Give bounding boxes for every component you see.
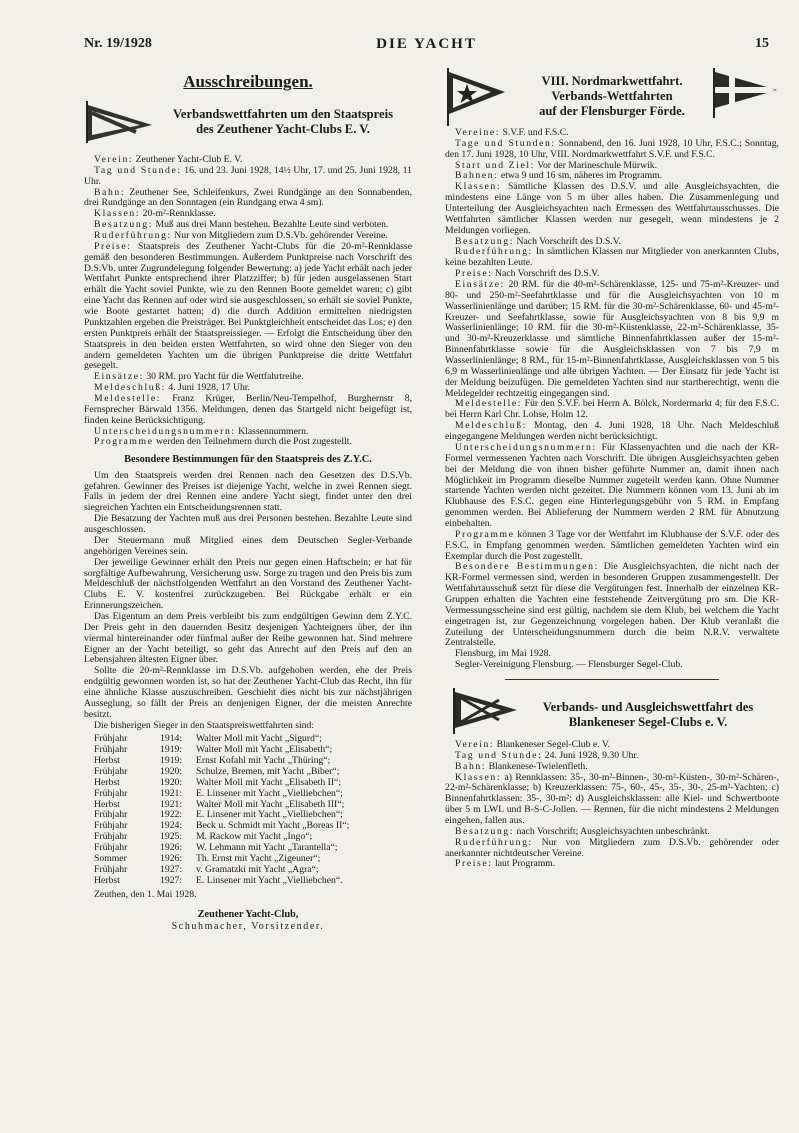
paragraph-label: Tag und Stunde: [455,749,543,761]
blankenese-title-line1: Verbands- und Ausgleichswettfahrt des [542,699,754,714]
winner-row [84,876,412,887]
paragraph-text: Zeuthener Yacht-Club E. V. [133,154,243,166]
paragraph-label: Tage und Stunden: [455,137,556,149]
paragraph-text: Nur von Mitgliedern zum D.S.Vb. gehörender Vereine. [171,230,388,242]
winner-year: 1919: [160,744,183,756]
page-number: 15 [755,36,769,51]
winner-year: 1925: [160,831,183,843]
winner-season: Herbst [94,755,120,767]
special-rule-paragraph: Sollte die 20-m²-Rennklasse im D.S.Vb. aufgehoben werden, ehe der Preis endgültig gewonnen worden ist, so hat der Zeuthener Yacht-Club das Recht, ihn für eine ähnliche Klasse auszuschreiben. Geschieht dies nicht bis zur nächstjährigen Ausseglung, so fällt der Preis an denjenigen Eigner, der die meisten Anrechte besitzt. [84,665,412,720]
paragraph [445,562,779,649]
winner-season: Herbst [94,776,120,788]
paragraph-label: Bahnen: [455,170,499,182]
winner-name: Schulze, Bremen, mit Yacht „Biber“; [196,765,340,777]
paragraph-text: laut Programm. [492,858,556,870]
paragraph [445,859,779,870]
right-column [445,62,779,870]
section-heading: Ausschreibungen. [183,72,313,91]
paragraph-label: Ruderführung: [455,246,533,258]
blankenese-title-line2: Blankeneser Segel-Clubs e. V. [568,715,728,730]
flensburg-signature: Segler-Vereinigung Flensburg. — Flensburger Segel-Club. [455,659,683,671]
paragraph-text: a) Rennklassen: 35-, 30-m²-Binnen-, 30-m²-Küsten-, 30-m²-Schären-, 22-m²-Schärenklasse; b) Kreuzerklassen: 75-, 60-, 45-, 35-, 30-, 25-m²-Yachten; c) Binnenfahrtklassen: 35-, 30-m²; d) Ausgleichsklassen: alle Kiel- und Schwertboote über 5 m LWL und B-S-C-Jollen. — Rennen, für die nicht mindestens 2 Meldungen eingehen, fallen aus. [445,771,779,826]
club-pennant-icon [84,99,156,143]
paragraph-text: etwa 9 und 16 sm, näheres im Programm. [498,170,663,182]
paragraph-text: Flensburg, im Mai 1928. [455,648,551,660]
paragraph-text: Muß aus drei Mann bestehen. Bezahlte Leute sind verboten. [153,219,389,231]
winner-name: v. Gramatzki mit Yacht „Agra“; [196,863,319,875]
paragraph-label: Bahn: [455,760,487,772]
paragraph-label: Besondere Bestimmungen: [455,561,599,573]
paragraph-label: Besatzung: [455,235,515,247]
winner-year: 1927: [160,863,183,875]
paragraph-text: 16. und 23. Juni 1928, 14½ Uhr, 17. und 25. Juni 1928, 11 Uhr. [84,164,412,187]
winner-year: 1926: [160,852,183,864]
paragraph-label: Meldeschluß: [455,420,527,432]
paragraph-label: Unterscheidungsnummern: [94,425,236,437]
paragraph [84,394,412,427]
announcement-title-line2: des Zeuthener Yacht-Clubs E. V. [196,122,370,137]
paragraph-text: 24. Juni 1928, 9.30 Uhr. [542,749,639,761]
paragraph-text: Die Ausgleichsyachten, die nicht nach der KR-Formel vermessen sind, werden in besonderen Gruppen zusammengestellt. Der Wettfahrtausschuß setzt für diese die Vergütungen fest. Innerhalb der einzelnen KR-Gruppen erhalten die Yachten eine feststehende Zeitvergütung pro sm. Die KR-Vermessungsscheine sind erst gültig, nachdem sie dem Klub, bei welchem die Yacht eingetragen ist, zur Gegenzeichnung vorgelegen haben. Der Klub veranlaßt die Zuteilung der Unterscheidungsnummern durch die beim N.R.V. verwaltete Zentralstelle. [445,561,779,649]
paragraph-text: können 3 Tage vor der Wettfahrt im Klubhause der S.V.F. oder des F.S.C. in Empfang genommen werden. Sämtlichen gemeldeten Yachten wird ein Exemplar durch die Post zugestellt. [445,528,779,562]
winner-season: Herbst [94,874,120,886]
paragraph-text: nach Vorschrift; Ausgleichsyachten unbeschränkt. [514,825,710,837]
winner-row [84,789,412,800]
flensburg-announcement-header [445,62,779,124]
paragraph-text: Staatspreis des Zeuthener Yacht-Clubs für die 20-m²-Rennklasse gemäß den besonderen Bestimmungen. Außerdem Punktpreise nach Vorschrift des D.S.Vb. unter Zugrundelegung folgender Bewertung: a) jede Yacht erhält nach jeder Wettfahrt Punkte entsprechend ihrer Platzziffer; b) für jeden ausgelassenen Start erhält die Yacht soviel Punkte, wie zu den Rennen Boote gemeldet waren; c) gibt eine Yacht das Rennen auf oder wird sie ausgeschlossen, so erhält sie soviel Punkte, wie Boote gestartet hatten; d) die durch Addition ermittelten niedrigsten Punktzahlen ergeben die Preisträger. Bei Punktgleichheit entscheidet das Los; e) den ersten Punktpreis erhält der Staatspreissieger. — Erfolgt die Entscheidung über den Staatspreis in den beiden ersten Wettfahrten, so wird ohne den Sieger von den andern gemeldeten Yachten um die übrigen Punktpreise die dritte Wettfahrt gesegelt. [84,240,412,372]
paragraph-label: Besatzung: [94,219,154,231]
paragraph-text: In sämtlichen Klassen nur Mitglieder von anerkannten Clubs, keine bezahlten Leute. [445,246,779,269]
paragraph-label: Preise: [94,240,132,252]
paragraph-label: Start und Ziel: [455,159,535,171]
winner-season: Herbst [94,798,120,810]
winner-year: 1924: [160,820,183,832]
paragraph-text: Zeuthener See, Schleifenkurs, Zwei Rundgänge an den Sonnabenden, drei Rundgänge an den Sonntagen (ein Rundgang etwa 4 sm). [84,186,412,209]
paragraph-text: Nach Vorschrift des D.S.V. [492,268,600,280]
winner-name: Walter Moll mit Yacht „Elisabeth II“; [196,776,342,788]
paragraph-text: Sämtliche Klassen des D.S.V. und alle Ausgleichsyachten, die mindestens eine Länge von 5 m über alles haben. Die Zusammenlegung und Unterteilung der Ausgleichsyachten nach Ermessen des Wettfahrtausschusses. Die Wettfahrten sämtlicher Klassen werden nur gesegelt, wenn mindestens je 2 Meldungen vorliegen. [445,181,779,236]
paragraph-text: Nur von Mitgliedern zum D.S.Vb. gehörender oder anerkannter nichtdeutscher Vereine. [445,836,779,859]
special-rule-paragraph: Der jeweilige Gewinner erhält den Preis nur gegen einen Haftschein; er hat für sorgfältige Aufbewahrung, Versicherung usw. Sorge zu tragen und den Preis bis zum Meldeschluß der nächstfolgenden Wettfahrt an den Vorstand des Zeuthener Yacht-Clubs E. V. kostenfrei zurückzugeben. Bei Rückgabe erhält er ein Erinnerungszeichen. [84,556,412,612]
winner-year: 1922: [160,809,183,821]
winner-season: Frühjahr [94,733,128,745]
issue-number: Nr. 19/1928 [84,36,152,51]
paragraph-text: 20-m²-Rennklasse. [140,208,216,220]
magazine-title: DIE YACHT [376,36,477,52]
winner-year: 1921: [160,787,183,799]
winner-name: Walter Moll mit Yacht „Elisabeth“; [196,744,333,756]
winner-name: E. Linsener mit Yacht „Vielliebchen“; [196,809,343,821]
winner-name: Walter Moll mit Yacht „Sigurd“; [196,733,322,745]
paragraph-label: Preise: [455,858,493,870]
winner-season: Sommer [94,852,127,864]
paragraph-text: S.V.F. und F.S.C. [500,127,569,138]
paragraph [445,530,779,563]
winner-name: Ernst Kofahl mit Yacht „Thüring“; [196,755,331,767]
paragraph [445,139,779,161]
blankenese-pennant-icon [451,688,521,734]
paragraph-label: Verein: [94,154,134,166]
winner-season: Frühjahr [94,765,128,777]
paragraph-label: Einsätze: [455,279,505,291]
paragraph-label: Bahn: [94,186,126,198]
paragraph [445,838,779,860]
paragraph-text: Für Klassenyachten und die nach der KR-Formel vermessenen Yachten nach Vorschrift. Die übrigen Ausgleichsyachten geben bei der Meldung die von ihnen bisher geführte Nummer an, damit ihnen nach Möglichkeit im Programm dieselbe Nummer zugeteilt werden kann. Ohne Nummer startende Yachten werden nicht gezeitet. Die Nummern können vom 13. Juni ab im Klubhause des F.S.C. gegen eine Hinterlegungsgebühr von 5 RM. in Empfang genommen werden. Bei Ablieferung der Nummern werden 2 RM. für Abnutzung einbehalten. [445,441,779,529]
paragraph-label: Tag und Stunde: [94,164,182,176]
paragraph-text: 4. Juni 1928, 17 Uhr. [165,382,250,394]
special-rules [84,471,412,732]
winner-year: 1920: [160,765,183,777]
paragraph-label: Meldestelle: [94,392,162,404]
special-rule-paragraph: Der Steuermann muß Mitglied eines dem Deutschen Segler-Verbande angehörigen Vereines sein. [84,534,412,557]
winner-season: Frühjahr [94,841,128,853]
paragraph-label: Klassen: [94,208,141,220]
paragraph-text: 20 RM. für die 40-m²-Schärenklasse, 125- und 75-m²-Kreuzer- und 80- und 250-m²-Seefahrtklasse und für die Ausgleichsyachten von 10 m Wasserlinienlänge und darüber; 15 RM. für die 30-m²-Schärenklasse, 60- und 45-m²-Kreuzer- und Seefahrtklasse, sowie für Ausgleichsyachten von 8 bis 9,9 m Wasserlinienlänge; 10 RM. für die 30-m²-Küstenklasse, 22-m²-Schärenklasse, 35- und 30-m²-Kreuzerklasse und sämtliche Binnenfahrtklassen außer der 15-m²-Binnenfahrtklasse sowie für die Ausgleichsklassen von 7 bis 7,9 m Wasserlinienlänge; 8 RM., für 15-m²-Binnenfahrtklasse, Ausgleichsklassen von 5 bis 6,9 m Wasserlinienlänge und alle übrigen Yachten. — Der Einsatz für jede Yacht ist der Meldung beizufügen. Die gemeldeten Yachten sind nur startberechtigt, wenn die Meldegelder rechtzeitig eingegangen sind. [445,279,779,399]
blankenese-announcement-header [445,688,779,736]
winner-year: 1919: [160,755,183,767]
star-pennant-icon [445,68,509,126]
paragraph [84,188,412,210]
paragraph [445,773,779,827]
page-header [84,36,769,52]
winner-year: 1926: [160,841,183,853]
paragraph-label: Ruderführung: [455,836,533,848]
flensburg-title-line3: auf der Flensburger Förde. [539,104,685,119]
paragraph-label: Meldeschluß: [94,382,166,394]
paragraph-text: Montag, den 4. Juni 1928, 18 Uhr. Nach Meldeschluß eingegangene Meldungen werden nicht berücksichtigt. [445,420,779,443]
special-rule-paragraph: Um den Staatspreis werden drei Rennen nach den Gesetzen des D.S.Vb. gefahren. Gewinner des Preises ist diejenige Yacht, welche in zwei Rennen siegt. Falls in jedem der drei Rennen eine andere Yacht siegt, findet unter den drei siegreichen Yachten ein Entscheidungsrennen statt. [84,469,412,514]
paragraph [84,242,412,372]
paragraph-text: Klassennummern. [235,425,309,437]
special-rules-heading: Besondere Bestimmungen für den Staatspreis des Z.Y.C. [124,454,372,466]
paragraph-label: Einsätze: [94,371,144,383]
paragraph-label: Klassen: [455,771,502,783]
zeuthen-announcement-header [84,99,412,151]
paragraph-text: werden den Teilnehmern durch die Post zugestellt. [153,436,352,448]
left-column [84,62,412,932]
paragraph-text: Blankeneser Segel-Club e. V. [494,738,611,750]
cross-pennant-icon [711,68,779,118]
signature-person: Schuhmacher, Vorsitzender. [171,920,325,932]
paragraph-label: Unterscheidungsnummern: [455,441,597,453]
paragraph [445,247,779,269]
left-paragraphs [84,155,412,448]
winner-name: M. Rackow mit Yacht „Ingo“; [196,831,313,843]
winner-year: 1914: [160,733,183,745]
paragraph [84,437,412,448]
winner-year: 1921: [160,798,183,810]
paragraph-text: Sonnabend, den 16. Juni 1928, 10 Uhr, F.S.C.; Sonntag, den 17. Juni 1928, 10 Uhr, VIII. Nordmarkwettfahrt S.V.F. und F.S.C. [445,137,779,160]
paragraph [445,443,779,530]
winner-season: Frühjahr [94,787,128,799]
paragraph-label: Programme [94,436,154,448]
section-divider [505,679,719,680]
paragraph-label: Klassen: [455,181,502,193]
date-line: Zeuthen, den 1. Mai 1928. [94,889,197,901]
announcement-title-line1: Verbandswettfahrten um den Staatspreis [172,107,394,122]
paragraph-text: 30 RM. pro Yacht für die Wettfahrtreihe. [143,371,304,383]
paragraph-text: Vor der Marineschule Mürwik. [534,159,658,171]
winner-year: 1920: [160,776,183,788]
winner-name: Walter Moll mit Yacht „Elisabeth III“; [196,798,345,810]
winner-season: Frühjahr [94,820,128,832]
paragraph-label: Vereine: [455,127,501,138]
signature-club: Zeuthener Yacht-Club, [197,909,299,921]
paragraph [445,280,779,399]
winner-name: Beck u. Schmidt mit Yacht „Boreas II“; [196,820,350,832]
paragraph-label: Verein: [455,738,495,750]
paragraph-text: Für den S.V.F. bei Herrn A. Bölck, Nordermarkt 4; für den F.S.C. bei Herrn Karl Chr. Lohse, Holm 12. [445,398,779,421]
paragraph [445,421,779,443]
paragraph-label: Ruderführung: [94,230,172,242]
flensburg-title-line1: VIII. Nordmarkwettfahrt. [541,74,683,88]
winner-season: Frühjahr [94,831,128,843]
special-rule-paragraph: Die Besatzung der Yachten muß aus drei Personen bestehen. Bezahlte Leute sind ausgeschlossen. [84,513,412,536]
paragraph-label: Preise: [455,268,493,280]
paragraph-label: Besatzung: [455,825,515,837]
paragraph [445,399,779,421]
paragraph [84,166,412,188]
paragraph-text: Nach Vorschrift des D.S.V. [514,235,621,247]
paragraph-label: Meldestelle: [455,398,523,410]
winner-row [84,865,412,876]
winner-season: Frühjahr [94,744,128,756]
winner-name: E. Linsener mit Yacht „Vielliebchen“; [196,787,343,799]
winner-name: E. Linsener mit Yacht „Vielliebchen“. [196,874,343,886]
winner-year: 1927: [160,874,183,886]
right-paragraphs [445,128,779,660]
special-rule-paragraph: Das Eigentum an dem Preis verbleibt bis zum endgültigen Gewinn dem Z.Y.C. Der Preis geht in den dauernden Besitz desjenigen Yachteigners über, der ihn viermal hintereinander oder fünfmal außer der Reihe gewonnen hat. Sind mehrere Eigner an der Yacht beteiligt, so geht das Anrecht auf den Preis auf den an Lebensjahren ältesten Eigner über. [84,610,412,666]
blankenese-paragraphs [445,740,779,870]
paragraph [445,182,779,236]
winner-name: W. Lehmann mit Yacht „Tarantella“; [196,841,338,853]
winner-season: Frühjahr [94,809,128,821]
winner-name: Th. Ernst mit Yacht „Zigeuner“; [196,852,321,864]
paragraph-text: Franz Krüger, Berlin/Neu-Tempelhof, Burghernstr 8, Fernsprecher Bärwald 1356. Meldungen, denen das Startgeld nicht beigefügt ist, finden keine Berücksichtigung. [84,392,412,426]
winner-season: Frühjahr [94,863,128,875]
special-rule-paragraph: Die bisherigen Sieger in den Staatspreiswettfahrten sind: [94,719,315,731]
paragraph-text: Blankenese-Twielenfleth. [486,760,588,772]
winners-list [84,734,412,886]
flensburg-title-line2: Verbands-Wettfahrten [551,89,673,104]
paragraph-label: Programme [455,528,515,540]
